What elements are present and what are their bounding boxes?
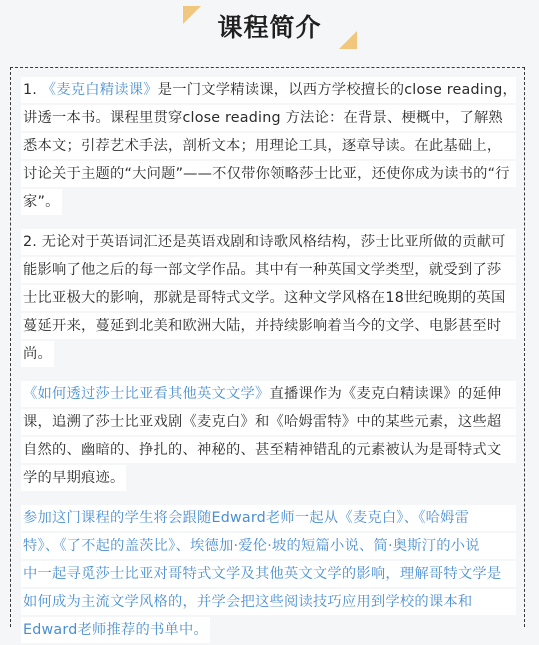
paragraph-line: 讨论关于主题的“大问题”——不仅带你领略莎士比亚，还使你成为读书的“行 [21,161,516,187]
paragraph-line: 2. 无论对于英语词汇还是英语戏剧和诗歌风格结构，莎士比亚所做的贡献可 [21,229,516,255]
header [0,0,539,60]
paragraph-line: 蔓延开来，蔓延到北美和欧洲大陆，并持续影响着当今的文学、电影甚至时 [21,313,516,339]
paragraph-line: 自然的、幽暗的、挣扎的、神秘的、甚至精神错乱的元素被认为是哥特式文 [21,437,516,463]
paragraph-line: 中一起寻觅莎士比亚对哥特式文学及其他英文文学的影响，理解哥特文学是 [21,561,516,587]
paragraph-line: 士比亚极大的影响，那就是哥特式文学。这种文学风格在18世纪晚期的英国 [21,285,516,311]
paragraph-text: 是一门文学精读课，以西方学校擅长的close reading， [157,82,517,98]
page-title: 课程简介 [217,13,322,42]
paragraph-line: 家”。 [21,189,62,215]
paragraph-text: 直播课作为《麦克白精读课》的延伸 [269,386,502,402]
paragraph-2 [21,229,516,369]
paragraph-line: 悉本文；引荐艺术手法，剖析文本；用理论工具，逐章导读。在此基础上， [21,133,516,159]
paragraph-line: 如何成为主流文学风格的，并学会把这些阅读技巧应用到学校的课本和 [21,589,516,615]
corner-triangle-decoration [339,31,357,49]
paragraph-1 [21,77,516,217]
paragraph-line: 学的早期痕迹。 [21,465,126,491]
course-intro-box [10,67,525,638]
paragraph-line: 尚。 [21,341,54,367]
paragraph-3 [21,381,516,493]
paragraph-line: 能影响了他之后的每一部文学作品。其中有一种英国文学类型，就受到了莎 [21,257,516,283]
paragraph-line: 参加这门课程的学生将会跟随Edward老师一起从《麦克白》、《哈姆雷 [21,505,516,531]
paragraph-line: 讲透一本书。课程里贯穿close reading 方法论：在背景、梗概中，了解熟 [21,105,516,131]
paragraph-line [21,381,516,407]
live-course-title-link[interactable]: 《如何透过莎士比亚看其他英文文学》 [23,386,270,402]
paragraph-line [21,77,516,103]
course-title-link[interactable]: 《麦克白精读课》 [41,82,158,98]
paragraph-number: 1. [23,82,42,98]
paragraph-line: 特》、《了不起的盖茨比》、埃德加·爱伦·坡的短篇小说、简·奥斯汀的小说 [21,533,516,559]
paragraph-4 [21,505,516,645]
paragraph-line: Edward老师推荐的书单中。 [21,617,210,643]
paragraph-line: 课，追溯了莎士比亚戏剧《麦克白》和《哈姆雷特》中的某些元素，这些超 [21,409,516,435]
